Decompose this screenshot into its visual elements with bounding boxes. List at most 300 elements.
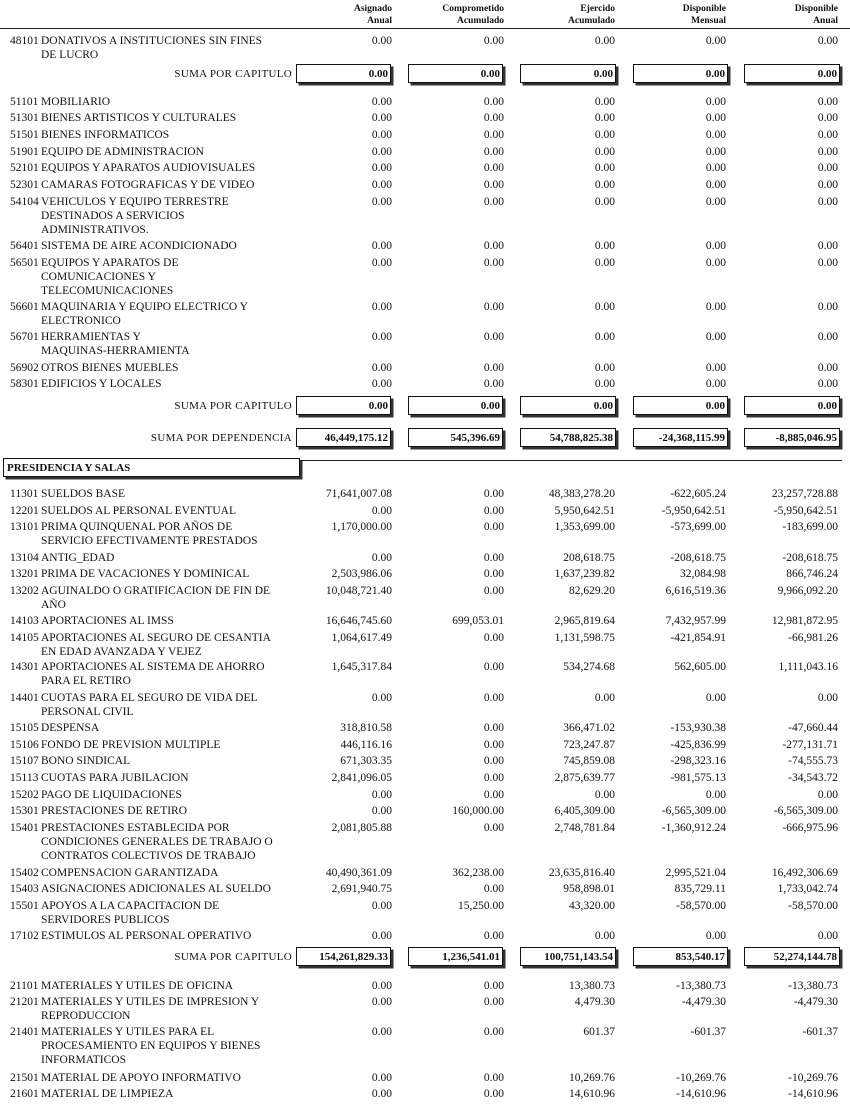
amount-cell: 0.00 <box>371 805 392 817</box>
amount-cell: -13,380.73 <box>788 980 838 992</box>
account-description: CAMARAS FOTOGRAFICAS Y DE VIDEO <box>41 179 255 191</box>
amount-cell: 0.00 <box>705 96 726 108</box>
amount-cell: 0.00 <box>371 301 392 313</box>
amount-cell: 0.00 <box>483 930 504 942</box>
amount-cell: -981,575.13 <box>670 772 726 784</box>
amount-cell: 0.00 <box>705 146 726 158</box>
amount-cell: 0.00 <box>371 900 392 912</box>
amount-cell: 1,064,617.49 <box>331 632 392 644</box>
amount-cell: -425,836.99 <box>670 739 726 751</box>
sum-value-box: -8,885,046.95 <box>744 428 840 447</box>
col-header-disponible-mensual: Disponible Mensual <box>682 4 726 26</box>
amount-cell: 0.00 <box>594 301 615 313</box>
amount-cell: 0.00 <box>817 112 838 124</box>
amount-cell: 0.00 <box>483 568 504 580</box>
sum-value-box: -24,368,115.99 <box>633 428 728 447</box>
account-code: 51301 <box>10 112 39 124</box>
amount-cell: -601.37 <box>690 1026 726 1038</box>
amount-cell: 0.00 <box>483 129 504 141</box>
amount-cell: 0.00 <box>705 362 726 374</box>
account-description: FONDO DE PREVISION MULTIPLE <box>41 739 221 751</box>
amount-cell: -208,618.75 <box>782 552 838 564</box>
account-description: MATERIALES Y UTILES PARA EL PROCESAMIENTO EN EQUIPOS Y BIENES INFORMATICOS <box>41 1026 261 1066</box>
amount-cell: 0.00 <box>705 196 726 208</box>
amount-cell: 15,250.00 <box>458 900 504 912</box>
account-code: 21101 <box>10 980 39 992</box>
amount-cell: 0.00 <box>371 257 392 269</box>
account-description: COMPENSACION GARANTIZADA <box>41 867 219 879</box>
account-description: PAGO DE LIQUIDACIONES <box>41 789 182 801</box>
amount-cell: 6,405,309.00 <box>554 805 615 817</box>
account-code: 15113 <box>10 772 39 784</box>
amount-cell: 0.00 <box>483 980 504 992</box>
sum-value-box: 46,449,175.12 <box>296 428 391 447</box>
amount-cell: 2,748,781.84 <box>554 822 615 834</box>
amount-cell: -66,981.26 <box>788 632 838 644</box>
amount-cell: 0.00 <box>371 930 392 942</box>
amount-cell: -58,570.00 <box>676 900 726 912</box>
amount-cell: 562,605.00 <box>674 661 726 673</box>
amount-cell: 0.00 <box>371 980 392 992</box>
col-header-comprometido: Comprometido Acumulado <box>442 4 504 26</box>
col-header-ejercido: Ejercido Acumulado <box>568 4 615 26</box>
sum-label: SUMA POR DEPENDENCIA <box>150 432 292 444</box>
amount-cell: -5,950,642.51 <box>773 505 838 517</box>
amount-cell: 13,380.73 <box>569 980 615 992</box>
amount-cell: 0.00 <box>817 301 838 313</box>
amount-cell: 0.00 <box>705 162 726 174</box>
account-code: 51101 <box>10 96 39 108</box>
amount-cell: 0.00 <box>371 146 392 158</box>
amount-cell: 0.00 <box>483 996 504 1008</box>
amount-cell: -622,605.24 <box>670 488 726 500</box>
amount-cell: 0.00 <box>817 930 838 942</box>
amount-cell: 671,303.35 <box>340 755 392 767</box>
account-code: 13101 <box>10 521 39 533</box>
amount-cell: 534,274.68 <box>563 661 615 673</box>
account-code: 14105 <box>10 632 39 644</box>
section-title: PRESIDENCIA Y SALAS <box>3 458 300 477</box>
amount-cell: 82,629.20 <box>569 585 615 597</box>
amount-cell: 23,257,728.88 <box>771 488 838 500</box>
sum-value-box: 0.00 <box>408 396 503 415</box>
account-description: MATERIALES Y UTILES DE OFICINA <box>41 980 234 992</box>
amount-cell: 0.00 <box>483 692 504 704</box>
account-code: 58301 <box>10 378 39 390</box>
sum-value-box: 0.00 <box>408 64 503 83</box>
account-description: EQUIPOS Y APARATOS DE COMUNICACIONES Y TELECOMUNICACIONES <box>41 257 179 297</box>
sum-value-box: 0.00 <box>633 64 728 83</box>
amount-cell: 0.00 <box>483 179 504 191</box>
amount-cell: 835,729.11 <box>674 883 726 895</box>
amount-cell: 208,618.75 <box>563 552 615 564</box>
amount-cell: 0.00 <box>371 162 392 174</box>
amount-cell: -34,543.72 <box>788 772 838 784</box>
amount-cell: -10,269.76 <box>676 1072 726 1084</box>
amount-cell: 71,641,007.08 <box>325 488 392 500</box>
account-code: 13104 <box>10 552 39 564</box>
amount-cell: 0.00 <box>371 96 392 108</box>
account-code: 15401 <box>10 822 39 834</box>
account-code: 52101 <box>10 162 39 174</box>
sum-label: SUMA POR CAPITULO <box>174 68 292 80</box>
account-code: 56401 <box>10 240 39 252</box>
amount-cell: -1,360,912.24 <box>661 822 726 834</box>
account-description: SUELDOS BASE <box>41 488 126 500</box>
amount-cell: -666,975.96 <box>782 822 838 834</box>
amount-cell: 866,746.24 <box>786 568 838 580</box>
amount-cell: 0.00 <box>371 1088 392 1100</box>
amount-cell: -74,555.73 <box>788 755 838 767</box>
account-description: SUELDOS AL PERSONAL EVENTUAL <box>41 505 236 517</box>
amount-cell: 32,084.98 <box>680 568 726 580</box>
amount-cell: -601.37 <box>802 1026 838 1038</box>
amount-cell: 0.00 <box>817 240 838 252</box>
account-code: 15105 <box>10 722 39 734</box>
amount-cell: 1,170,000.00 <box>331 521 392 533</box>
amount-cell: 745,859.08 <box>563 755 615 767</box>
amount-cell: 2,995,521.04 <box>665 867 726 879</box>
amount-cell: -153,930.38 <box>670 722 726 734</box>
amount-cell: 0.00 <box>594 331 615 343</box>
account-code: 14301 <box>10 661 39 673</box>
amount-cell: 6,616,519.36 <box>665 585 726 597</box>
amount-cell: 43,320.00 <box>569 900 615 912</box>
amount-cell: 10,048,721.40 <box>325 585 392 597</box>
amount-cell: -277,131.71 <box>782 739 838 751</box>
amount-cell: 40,490,361.09 <box>325 867 392 879</box>
account-code: 52301 <box>10 179 39 191</box>
account-description: APORTACIONES AL SEGURO DE CESANTIA EN EDAD AVANZADA Y VEJEZ <box>41 632 271 658</box>
account-description: BIENES INFORMATICOS <box>41 129 170 141</box>
account-description: EQUIPOS Y APARATOS AUDIOVISUALES <box>41 162 256 174</box>
amount-cell: 0.00 <box>705 789 726 801</box>
amount-cell: -13,380.73 <box>676 980 726 992</box>
amount-cell: 0.00 <box>817 257 838 269</box>
amount-cell: 2,841,096.05 <box>331 772 392 784</box>
amount-cell: 0.00 <box>594 257 615 269</box>
account-code: 14401 <box>10 692 39 704</box>
account-code: 13201 <box>10 568 39 580</box>
account-code: 14103 <box>10 615 39 627</box>
amount-cell: 699,053.01 <box>452 615 504 627</box>
account-description: ESTIMULOS AL PERSONAL OPERATIVO <box>41 930 252 942</box>
amount-cell: 0.00 <box>483 1072 504 1084</box>
account-description: PRIMA QUINQUENAL POR AÑOS DE SERVICIO EFECTIVAMENTE PRESTADOS <box>41 521 258 547</box>
account-description: OTROS BIENES MUEBLES <box>41 362 179 374</box>
sum-value-box: 0.00 <box>520 64 616 83</box>
amount-cell: 0.00 <box>371 35 392 47</box>
account-description: DONATIVOS A INSTITUCIONES SIN FINES DE LUCRO <box>41 35 263 61</box>
amount-cell: 0.00 <box>594 179 615 191</box>
amount-cell: 0.00 <box>594 96 615 108</box>
sum-value-box: 100,751,143.54 <box>520 947 616 966</box>
amount-cell: 0.00 <box>594 692 615 704</box>
amount-cell: -6,565,309.00 <box>773 805 838 817</box>
sum-value-box: 52,274,144.78 <box>744 947 840 966</box>
account-description: SISTEMA DE AIRE ACONDICIONADO <box>41 240 237 252</box>
amount-cell: 0.00 <box>483 822 504 834</box>
amount-cell: 5,950,642.51 <box>554 505 615 517</box>
account-code: 15501 <box>10 900 39 912</box>
sum-value-box: 0.00 <box>744 64 840 83</box>
amount-cell: -208,618.75 <box>670 552 726 564</box>
amount-cell: 0.00 <box>817 789 838 801</box>
amount-cell: 0.00 <box>705 112 726 124</box>
amount-cell: 0.00 <box>483 739 504 751</box>
amount-cell: 0.00 <box>483 585 504 597</box>
amount-cell: 0.00 <box>483 722 504 734</box>
account-code: 48101 <box>10 35 39 47</box>
sum-label: SUMA POR CAPITULO <box>174 400 292 412</box>
amount-cell: 2,875,639.77 <box>554 772 615 784</box>
amount-cell: 0.00 <box>594 378 615 390</box>
account-code: 21401 <box>10 1026 39 1038</box>
amount-cell: 10,269.76 <box>569 1072 615 1084</box>
account-description: PRESTACIONES DE RETIRO <box>41 805 188 817</box>
amount-cell: 16,492,306.69 <box>771 867 838 879</box>
account-description: HERRAMIENTAS Y MAQUINAS-HERRAMIENTA <box>41 331 190 357</box>
amount-cell: 0.00 <box>371 112 392 124</box>
account-code: 21201 <box>10 996 39 1008</box>
sum-value-box: 0.00 <box>520 396 616 415</box>
amount-cell: 12,981,872.95 <box>771 615 838 627</box>
account-code: 15402 <box>10 867 39 879</box>
amount-cell: 0.00 <box>371 378 392 390</box>
amount-cell: 0.00 <box>483 362 504 374</box>
amount-cell: 0.00 <box>594 129 615 141</box>
account-code: 21501 <box>10 1072 39 1084</box>
amount-cell: 0.00 <box>483 146 504 158</box>
account-code: 51501 <box>10 129 39 141</box>
amount-cell: 0.00 <box>483 240 504 252</box>
amount-cell: -573,699.00 <box>670 521 726 533</box>
amount-cell: 0.00 <box>705 179 726 191</box>
amount-cell: -5,950,642.51 <box>661 505 726 517</box>
sum-value-box: 0.00 <box>296 396 391 415</box>
amount-cell: 0.00 <box>483 755 504 767</box>
amount-cell: 1,733,042.74 <box>777 883 838 895</box>
account-code: 12201 <box>10 505 39 517</box>
account-code: 51901 <box>10 146 39 158</box>
account-code: 15301 <box>10 805 39 817</box>
sum-value-box: 853,540.17 <box>633 947 728 966</box>
amount-cell: 0.00 <box>483 789 504 801</box>
account-description: ANTIG_EDAD <box>41 552 115 564</box>
amount-cell: 0.00 <box>483 196 504 208</box>
account-code: 56601 <box>10 301 39 313</box>
account-description: MOBILIARIO <box>41 96 110 108</box>
amount-cell: 318,810.58 <box>340 722 392 734</box>
amount-cell: 0.00 <box>594 196 615 208</box>
account-code: 15403 <box>10 883 39 895</box>
amount-cell: 0.00 <box>483 1026 504 1038</box>
amount-cell: 0.00 <box>817 196 838 208</box>
account-description: DESPENSA <box>41 722 100 734</box>
amount-cell: 0.00 <box>817 378 838 390</box>
amount-cell: 0.00 <box>483 378 504 390</box>
account-description: EDIFICIOS Y LOCALES <box>41 378 162 390</box>
amount-cell: -298,323.16 <box>670 755 726 767</box>
sum-value-box: 0.00 <box>744 396 840 415</box>
amount-cell: 0.00 <box>483 883 504 895</box>
amount-cell: 1,645,317.84 <box>331 661 392 673</box>
amount-cell: 0.00 <box>817 179 838 191</box>
amount-cell: 1,353,699.00 <box>554 521 615 533</box>
sum-value-box: 154,261,829.33 <box>296 947 391 966</box>
amount-cell: 0.00 <box>705 129 726 141</box>
account-description: ASIGNACIONES ADICIONALES AL SUELDO <box>41 883 271 895</box>
account-description: MAQUINARIA Y EQUIPO ELECTRICO Y ELECTRONICO <box>41 301 248 327</box>
sum-value-box: 54,788,825.38 <box>520 428 616 447</box>
header-rule <box>0 28 850 29</box>
amount-cell: 14,610.96 <box>569 1088 615 1100</box>
amount-cell: 366,471.02 <box>563 722 615 734</box>
account-code: 17102 <box>10 930 39 942</box>
amount-cell: 48,383,278.20 <box>548 488 615 500</box>
amount-cell: -183,699.00 <box>782 521 838 533</box>
amount-cell: 0.00 <box>371 692 392 704</box>
amount-cell: 1,111,043.16 <box>778 661 838 673</box>
amount-cell: 0.00 <box>817 692 838 704</box>
amount-cell: 958,898.01 <box>563 883 615 895</box>
account-description: CUOTAS PARA JUBILACION <box>41 772 189 784</box>
account-code: 56902 <box>10 362 39 374</box>
amount-cell: 0.00 <box>371 505 392 517</box>
account-code: 15106 <box>10 739 39 751</box>
amount-cell: 0.00 <box>483 488 504 500</box>
amount-cell: 0.00 <box>483 35 504 47</box>
amount-cell: 0.00 <box>371 196 392 208</box>
col-header-disponible-anual: Disponible Anual <box>794 4 838 26</box>
amount-cell: 0.00 <box>483 112 504 124</box>
account-code: 56701 <box>10 331 39 343</box>
amount-cell: -421,854.91 <box>670 632 726 644</box>
amount-cell: 4,479.30 <box>574 996 615 1008</box>
amount-cell: 0.00 <box>483 331 504 343</box>
sum-value-box: 1,236,541.01 <box>408 947 503 966</box>
amount-cell: 0.00 <box>594 146 615 158</box>
amount-cell: 1,131,598.75 <box>554 632 615 644</box>
amount-cell: -4,479.30 <box>681 996 726 1008</box>
amount-cell: 0.00 <box>594 112 615 124</box>
amount-cell: 0.00 <box>594 362 615 374</box>
account-description: BIENES ARTISTICOS Y CULTURALES <box>41 112 237 124</box>
amount-cell: 2,691,940.75 <box>331 883 392 895</box>
amount-cell: 0.00 <box>483 661 504 673</box>
amount-cell: 362,238.00 <box>452 867 504 879</box>
amount-cell: -47,660.44 <box>788 722 838 734</box>
amount-cell: 2,503,986.06 <box>331 568 392 580</box>
amount-cell: 0.00 <box>371 996 392 1008</box>
account-code: 11301 <box>10 488 39 500</box>
amount-cell: 0.00 <box>371 1072 392 1084</box>
amount-cell: 0.00 <box>594 789 615 801</box>
amount-cell: 0.00 <box>483 257 504 269</box>
amount-cell: 0.00 <box>705 257 726 269</box>
amount-cell: 723,247.87 <box>563 739 615 751</box>
amount-cell: 0.00 <box>371 789 392 801</box>
account-code: 54104 <box>10 196 39 208</box>
amount-cell: 0.00 <box>483 521 504 533</box>
amount-cell: 0.00 <box>483 632 504 644</box>
amount-cell: 0.00 <box>371 1026 392 1038</box>
amount-cell: 0.00 <box>817 162 838 174</box>
amount-cell: 7,432,957.99 <box>665 615 726 627</box>
account-description: MATERIAL DE LIMPIEZA <box>41 1088 174 1100</box>
amount-cell: 0.00 <box>817 331 838 343</box>
account-description: MATERIAL DE APOYO INFORMATIVO <box>41 1072 241 1084</box>
amount-cell: 0.00 <box>483 162 504 174</box>
amount-cell: 0.00 <box>817 129 838 141</box>
amount-cell: 1,637,239.82 <box>554 568 615 580</box>
account-description: BONO SINDICAL <box>41 755 131 767</box>
account-code: 15107 <box>10 755 39 767</box>
col-header-asignado: Asignado Anual <box>353 4 392 26</box>
account-description: MATERIALES Y UTILES DE IMPRESION Y REPRODUCCION <box>41 996 260 1022</box>
amount-cell: -10,269.76 <box>788 1072 838 1084</box>
amount-cell: 0.00 <box>371 362 392 374</box>
amount-cell: 0.00 <box>483 1088 504 1100</box>
account-description: PRIMA DE VACACIONES Y DOMINICAL <box>41 568 250 580</box>
amount-cell: 0.00 <box>817 96 838 108</box>
amount-cell: 0.00 <box>705 692 726 704</box>
account-description: APOYOS A LA CAPACITACION DE SERVIDORES PUBLICOS <box>41 900 220 926</box>
account-description: PRESTACIONES ESTABLECIDA POR CONDICIONES GENERALES DE TRABAJO O CONTRATOS COLECTIVOS DE TRABAJO <box>41 822 273 862</box>
amount-cell: 0.00 <box>483 552 504 564</box>
amount-cell: 0.00 <box>483 96 504 108</box>
amount-cell: 0.00 <box>594 35 615 47</box>
amount-cell: 601.37 <box>583 1026 615 1038</box>
account-description: AGUINALDO O GRATIFICACION DE FIN DE AÑO <box>41 585 271 611</box>
account-description: APORTACIONES AL IMSS <box>41 615 174 627</box>
amount-cell: 0.00 <box>371 129 392 141</box>
amount-cell: 0.00 <box>705 240 726 252</box>
account-code: 15202 <box>10 789 39 801</box>
account-description: CUOTAS PARA EL SEGURO DE VIDA DEL PERSONAL CIVIL <box>41 692 258 718</box>
amount-cell: 0.00 <box>817 362 838 374</box>
sum-value-box: 0.00 <box>633 396 728 415</box>
account-code: 13202 <box>10 585 39 597</box>
amount-cell: 0.00 <box>483 301 504 313</box>
amount-cell: 0.00 <box>371 331 392 343</box>
amount-cell: 0.00 <box>371 240 392 252</box>
amount-cell: 23,635,816.40 <box>548 867 615 879</box>
amount-cell: 446,116.16 <box>340 739 392 751</box>
amount-cell: 0.00 <box>817 35 838 47</box>
amount-cell: -14,610.96 <box>676 1088 726 1100</box>
account-description: VEHICULOS Y EQUIPO TERRESTRE DESTINADOS A SERVICIOS ADMINISTRATIVOS. <box>41 196 229 236</box>
amount-cell: 160,000.00 <box>452 805 504 817</box>
account-description: EQUIPO DE ADMINISTRACION <box>41 146 204 158</box>
amount-cell: 0.00 <box>594 930 615 942</box>
amount-cell: 9,966,092.20 <box>777 585 838 597</box>
amount-cell: 0.00 <box>705 331 726 343</box>
sum-label: SUMA POR CAPITULO <box>174 951 292 963</box>
account-description: APORTACIONES AL SISTEMA DE AHORRO PARA EL RETIRO <box>41 661 265 687</box>
amount-cell: 0.00 <box>705 378 726 390</box>
sum-value-box: 545,396.69 <box>408 428 503 447</box>
section-rule <box>300 460 842 461</box>
amount-cell: -4,479.30 <box>793 996 838 1008</box>
amount-cell: -14,610.96 <box>788 1088 838 1100</box>
sum-value-box: 0.00 <box>296 64 391 83</box>
amount-cell: 0.00 <box>371 179 392 191</box>
amount-cell: 0.00 <box>594 240 615 252</box>
amount-cell: 2,965,819.64 <box>554 615 615 627</box>
amount-cell: 0.00 <box>705 301 726 313</box>
amount-cell: 0.00 <box>483 772 504 784</box>
